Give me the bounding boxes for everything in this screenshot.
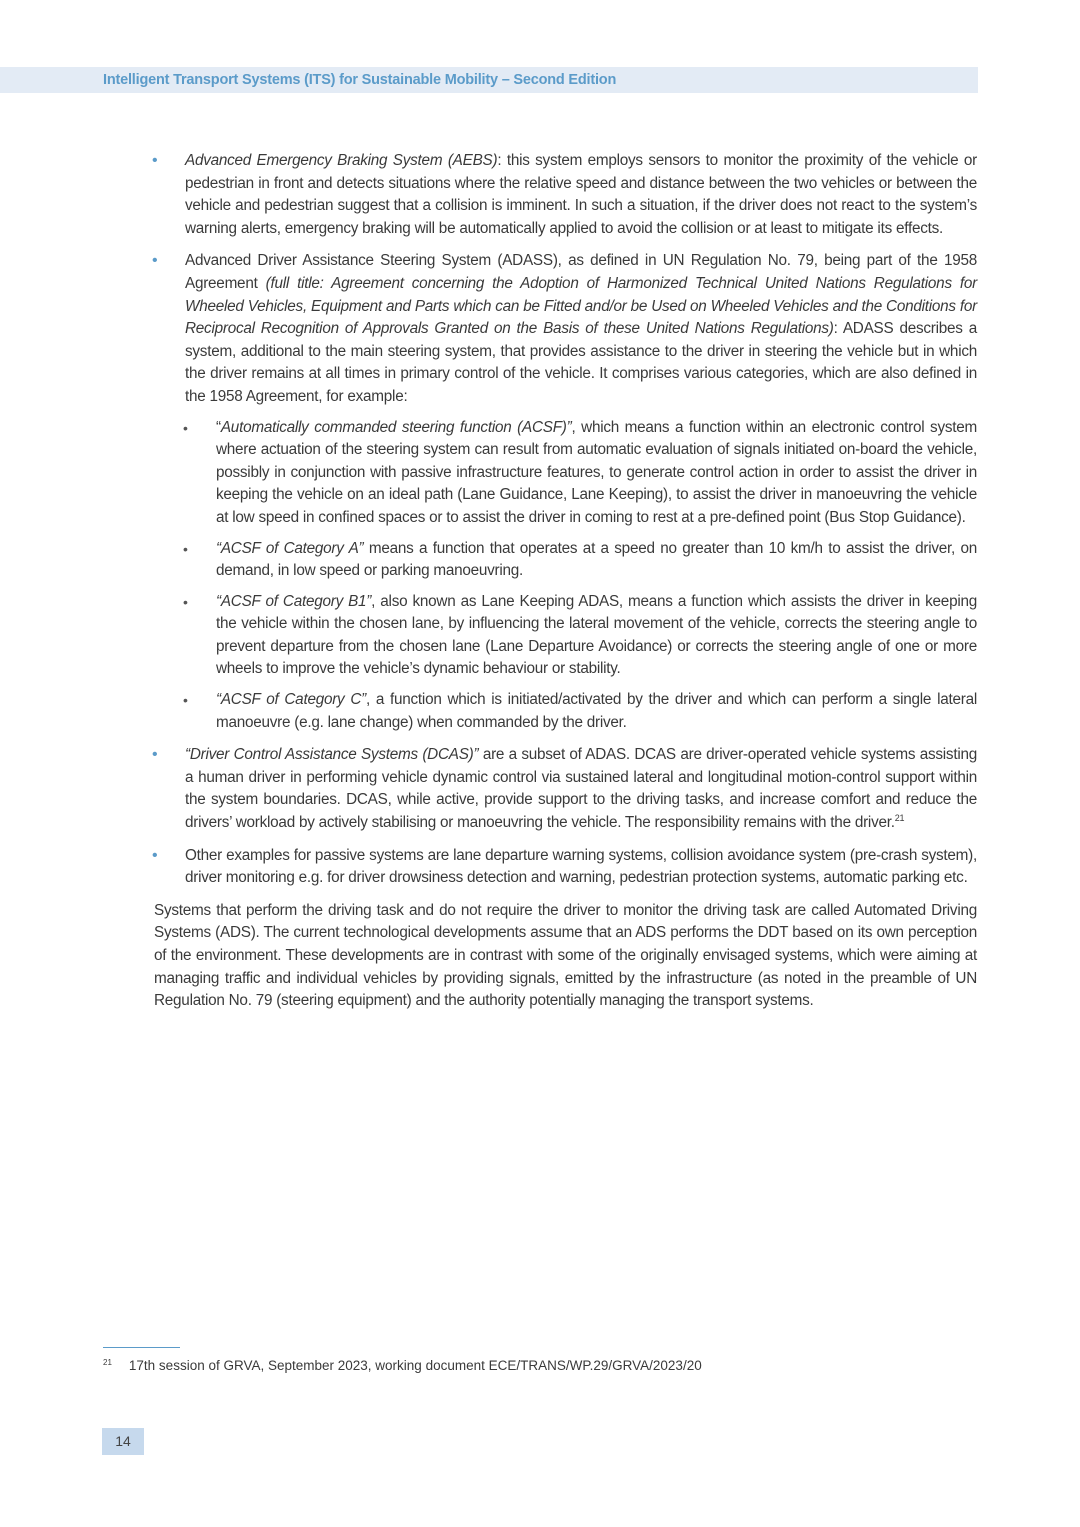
bullet-item — [154, 250, 977, 734]
text-segment: “ACSF of Category C” — [216, 691, 366, 709]
text-segment: Other examples for passive systems are lane departure warning systems, collision avoidance system (pre-crash system), driver monitoring e.g. for driver drowsiness detection and warning, pedestrian protection systems, automatic parking etc. — [185, 846, 977, 887]
bullet-icon: • — [152, 846, 158, 864]
bullet-icon: • — [152, 252, 158, 270]
text-segment: are a subset of ADAS. DCAS are driver-operated vehicle systems assisting a human driver in performing vehicle dynamic control via sustained lateral and longitudinal motion-control support within the system boundaries. DCAS, while active, provide support to the driving tasks, and increase comfort and reduce the drivers’ workload by actively stabilising or manoeuvring the vehicle. The responsibility remains with the driver. — [185, 746, 977, 832]
bullet-icon: • — [183, 540, 188, 557]
bullet-list — [154, 150, 977, 890]
bullet-item — [154, 744, 977, 834]
bullet-icon: • — [183, 692, 188, 709]
text-segment: , which means a function within an electronic control system where actuation of the steering system can result from automatic evaluation of signals initiated on-board the vehicle, possibly in conjunction with passive infrastructure features, to generate control action in order to assist the driver in keeping the vehicle on an ideal path (Lane Guidance, Lane Keeping), to assist the driver in manoeuvring the vehicle at low speed in confined spaces or to assist the driver in coming to rest at a pre-defined point (Bus Stop Guidance). — [216, 418, 977, 526]
bullet-item — [154, 150, 977, 240]
text-segment: , a function which is initiated/activated by the driver and which can perform a single lateral manoeuvre (e.g. lane change) when commanded by the driver. — [216, 691, 977, 731]
text-segment: : ADASS describes a system, additional to the main steering system, that provides assistance to the driver in steering the vehicle but in which the driver remains at all times in primary control of the vehicle. It comprises various categories, which are also defined in the 1958 Agreement, for example: — [185, 320, 977, 405]
running-header — [0, 67, 978, 93]
text-segment: “ACSF of Category B1” — [216, 592, 372, 610]
text-segment: “ACSF of Category A” — [216, 539, 364, 557]
body-content — [154, 150, 977, 1013]
sub-bullet-item — [154, 417, 977, 530]
text-segment: Advanced Driver Assistance Steering System (ADASS), as defined in UN Regulation No. 79, being part of the 1958 Agreement — [185, 252, 977, 292]
text-segment: “Driver Control Assistance Systems (DCAS)” — [185, 746, 479, 764]
bullet-item — [154, 845, 977, 890]
footnote — [103, 1358, 702, 1373]
bullet-icon: • — [152, 152, 158, 169]
header-title: Intelligent Transport Systems (ITS) for Sustainable Mobility – Second Edition — [103, 72, 617, 88]
footnote-number: 21 — [103, 1358, 112, 1367]
sub-bullet-item — [154, 538, 977, 583]
bullet-icon: • — [183, 593, 188, 610]
sub-bullet-list — [154, 417, 977, 735]
text-segment: Advanced Emergency Braking System (AEBS) — [185, 152, 498, 169]
footnote-reference: 21 — [894, 812, 905, 823]
body-paragraph: Systems that perform the driving task and do not require the driver to monitor the driving task are called Automated Driving Systems (ADS). The current technological developments assume that an ADS performs the DDT based on its own perception of the environment. These developments are in contrast with some of the originally envisaged systems, which were aiming at managing traffic and individual vehicles by providing signals, emitted by the infrastructure (as noted in the preamble of UN Regulation No. 79 (steering equipment) and the authority potentially managing the transport systems. — [154, 901, 977, 1010]
sub-bullet-item — [154, 591, 977, 681]
bullet-icon: • — [183, 419, 188, 436]
sub-bullet-item — [154, 689, 977, 734]
footnote-text: 17th session of GRVA, September 2023, working document ECE/TRANS/WP.29/GRVA/2023/20 — [128, 1358, 702, 1373]
page-number: 14 — [102, 1428, 144, 1455]
text-segment: “ — [216, 418, 221, 436]
footnote-divider — [103, 1347, 180, 1348]
text-segment: (full title: Agreement concerning the Adoption of Harmonized Technical United Nations Regulations for Wheeled Vehicles, Equipment and Parts which can be Fitted and/or be Used on Wheeled Vehicles and the Conditions for Reciprocal Recognition of Approvals Granted on the Basis of these United Nations Regulations) — [185, 274, 978, 338]
text-segment: , also known as Lane Keeping ADAS, means a function which assists the driver in keeping the vehicle within the chosen lane, by influencing the lateral movement of the vehicle, corrects the steering angle to prevent departure from the chosen lane (Lane Departure Avoidance) or corrects the steering angle of one or more wheels to improve the vehicle’s dynamic behaviour or stability. — [216, 592, 977, 678]
text-segment: Automatically commanded steering function (ACSF)” — [220, 418, 572, 436]
bullet-icon: • — [152, 746, 158, 764]
text-segment: : this system employs sensors to monitor the proximity of the vehicle or pedestrian in front and detects situations where the relative speed and distance between the two vehicles or between the vehicle and pedestrian suggest that a collision is imminent. In such a situation, if the driver does not react to the system’s warning alerts, emergency braking will be automatically applied to avoid the collision or at least to mitigate its effects. — [185, 152, 977, 237]
text-segment: means a function that operates at a speed no greater than 10 km/h to assist the driver, on demand, in low speed or parking manoeuvring. — [216, 539, 977, 580]
